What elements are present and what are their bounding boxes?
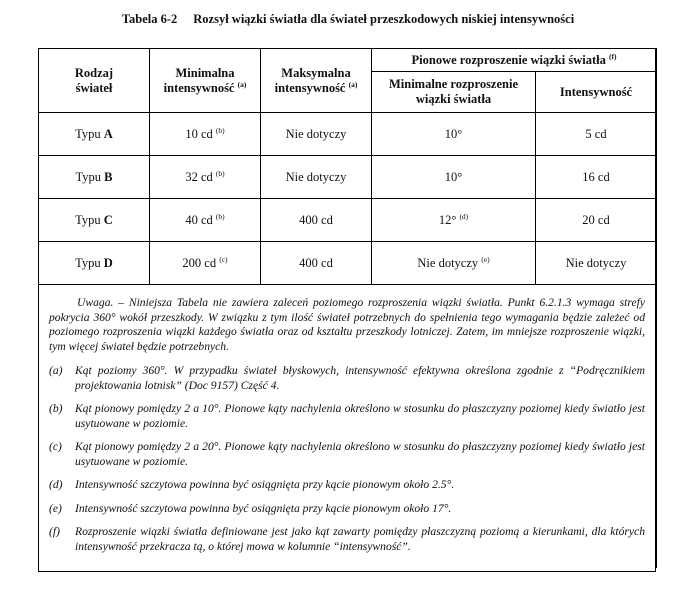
header-row-1 bbox=[39, 49, 657, 72]
cell-intensity: Nie dotyczy bbox=[536, 242, 657, 285]
footnote-text: Kąt pionowy pomiędzy 2 a 20°. Pionowe kąty nachylenia określono w stosunku do płaszczyzny poziomej kiedy światło jest usytuowane w poziomie. bbox=[75, 440, 645, 468]
footnotes-list bbox=[49, 364, 645, 554]
header-light-type: Rodzaj świateł bbox=[39, 49, 150, 113]
notes-block bbox=[49, 296, 645, 563]
cell-light-type: Typu B bbox=[39, 156, 150, 199]
table-frame bbox=[38, 48, 656, 572]
cell-min-intensity: 40 cd $^{(b)}$ bbox=[150, 199, 261, 242]
header-intensity: Intensywność bbox=[536, 72, 657, 113]
footnote-text: Kąt pionowy pomiędzy 2 a 10°. Pionowe kąty nachylenia określono w stosunku do płaszczyzny poziomej kiedy światło jest usytuowane w poziomie. bbox=[75, 402, 645, 430]
cell-max-intensity: 400 cd bbox=[261, 242, 372, 285]
cell-light-type: Typu D bbox=[39, 242, 150, 285]
cell-min-intensity: 200 cd $^{(c)}$ bbox=[150, 242, 261, 285]
cell-min-spread: Nie dotyczy $^{(e)}$ bbox=[372, 242, 536, 285]
header-min-spread: Minimalne rozproszenie wiązki światła bbox=[372, 72, 536, 113]
header-vertical-spread-group: Pionowe rozproszenie wiązki światła $^{(f)}$ bbox=[372, 49, 657, 72]
footnote-label: (c) bbox=[49, 440, 62, 453]
cell-min-spread: 10° bbox=[372, 156, 536, 199]
footnote-text: Intensywność szczytowa powinna być osiągnięta przy kącie pionowym około 2.5°. bbox=[75, 478, 455, 491]
table-number: Tabela 6-2 bbox=[121, 12, 178, 26]
table-row bbox=[39, 113, 657, 156]
cell-intensity: 5 cd bbox=[536, 113, 657, 156]
footnote-text: Intensywność szczytowa powinna być osiągnięta przy kącie pionowym około 17°. bbox=[75, 501, 452, 515]
cell-min-spread: 12° $^{(d)}$ bbox=[372, 199, 536, 242]
footnote-label: (e) bbox=[49, 501, 62, 515]
remark-text: Uwaga. – Niniejsza Tabela nie zawiera zaleceń poziomego rozproszenia wiązki światła. Punkt 6.2.1.3 wymaga strefy pokrycia 360° wokół przeszkody. W związku z tym ilość świateł potrzebnych do spełnienia tego wymagania będzie zależeć od poziomego rozproszenia wiązki każdego światła oraz od kształtu przeszkody lotniczej. Zatem, im mniejsze rozproszenie wiązki, tym więcej świateł będzie potrzebnych. bbox=[49, 296, 645, 353]
table-row bbox=[39, 242, 657, 285]
cell-light-type: Typu C bbox=[39, 199, 150, 242]
table-caption: Rozsył wiązki światła dla świateł przeszkodowych niskiej intensywności bbox=[193, 12, 575, 26]
footnote-label: (d) bbox=[49, 478, 63, 491]
cell-intensity: 16 cd bbox=[536, 156, 657, 199]
header-min-intensity: Minimalna intensywność $^{(a)}$ bbox=[150, 49, 261, 113]
footnote-text: Kąt poziomy 360°. W przypadku świateł błyskowych, intensywność efektywna określona zgodnie z “Podręcznikiem projektowania lotnisk” (Doc 9157) Część 4. bbox=[75, 364, 645, 392]
footnote-item bbox=[49, 402, 645, 431]
cell-max-intensity: Nie dotyczy bbox=[261, 156, 372, 199]
table-row bbox=[39, 156, 657, 199]
footnote-label: (b) bbox=[49, 402, 63, 415]
footnote-item bbox=[49, 502, 645, 517]
cell-max-intensity: 400 cd bbox=[261, 199, 372, 242]
cell-intensity: 20 cd bbox=[536, 199, 657, 242]
cell-min-intensity: 32 cd $^{(b)}$ bbox=[150, 156, 261, 199]
table-title bbox=[0, 12, 696, 27]
cell-min-intensity: 10 cd $^{(b)}$ bbox=[150, 113, 261, 156]
table-row bbox=[39, 199, 657, 242]
footnote-item bbox=[49, 364, 645, 393]
table-body bbox=[39, 113, 657, 285]
footnote-item bbox=[49, 440, 645, 469]
footnote-item bbox=[49, 525, 645, 554]
header-max-intensity: Maksymalna intensywność $^{(a)}$ bbox=[261, 49, 372, 113]
footnote-item bbox=[49, 478, 645, 493]
footnote-label: (a) bbox=[49, 364, 63, 377]
cell-light-type: Typu A bbox=[39, 113, 150, 156]
footnote-label: (f) bbox=[49, 525, 60, 538]
footnote-text: Rozproszenie wiązki światła definiowane jest jako kąt zawarty pomiędzy płaszczyzną poziomą a kierunkami, dla których intensywność przekracza tą, o której mowa w kolumnie “intensywność”. bbox=[75, 525, 645, 553]
cell-max-intensity: Nie dotyczy bbox=[261, 113, 372, 156]
cell-min-spread: 10° bbox=[372, 113, 536, 156]
